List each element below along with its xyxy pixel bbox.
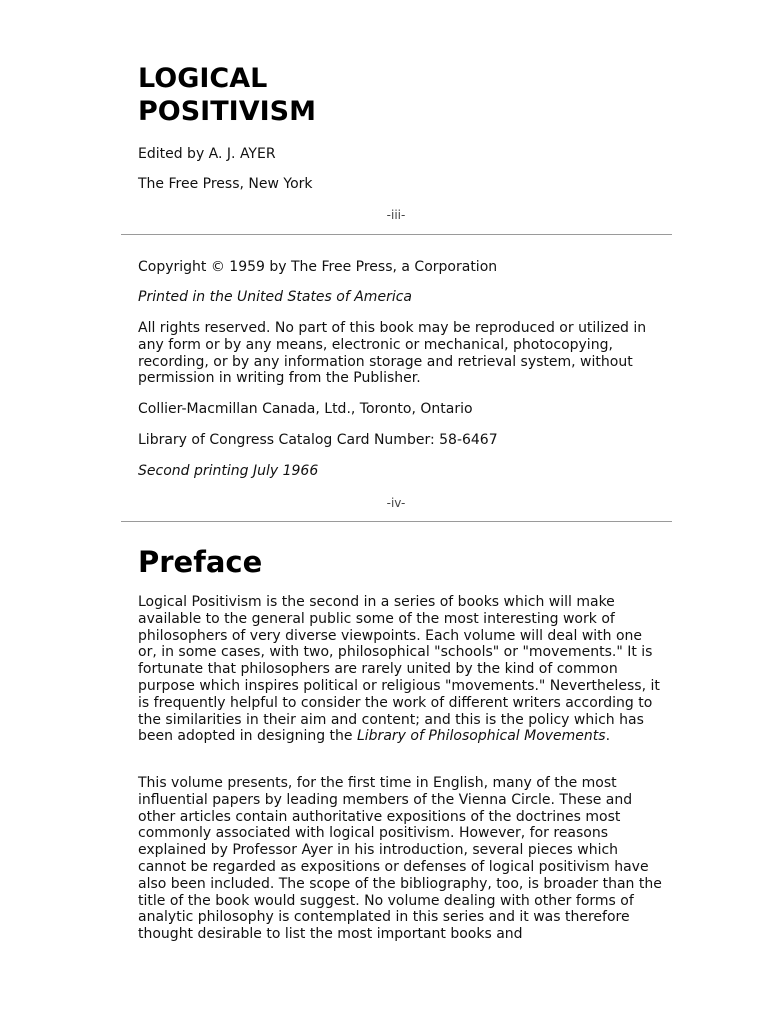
- page-divider: [121, 521, 672, 522]
- catalog-line: Library of Congress Catalog Card Number: 58-6467: [138, 432, 498, 448]
- page-number-iv: -iv-: [386, 496, 406, 510]
- preface-paragraph-1-end: .: [605, 728, 611, 745]
- preface-paragraph-1: [138, 594, 663, 745]
- book-title: [138, 62, 316, 128]
- preface-paragraph-1-text: Logical Positivism is the second in a series of books which will make available to the general public some of the most interesting work of philosophers of very diverse viewpoints. Each volume will deal with one or, in some cases, with two, philosophical "schools" or "movements." It is fortunate that philosophers are rarely united by the kind of common purpose which inspires political or religious "movements." Nevertheless, it is frequently helpful to consider the work of different writers according to the similarities in their aim and content; and this is the policy which has been adopted in designing the: [138, 594, 660, 745]
- preface-heading: Preface: [138, 545, 263, 579]
- page-number-iii: -iii-: [386, 208, 406, 222]
- preface-paragraph-2: This volume presents, for the first time in English, many of the most influential papers by leading members of the Vienna Circle. These and other articles contain authoritative expositions of the doctrines most commonly associated with logical positivism. However, for reasons explained by Professor Ayer in his introduction, several pieces which cannot be regarded as expositions or defenses of logical positivism have also been included. The scope of the bibliography, too, is broader than the title of the book would suggest. No volume dealing with other forms of analytic philosophy is contemplated in this series and it was therefore thought desirable to list the most important books and: [138, 775, 662, 943]
- canada-line: Collier-Macmillan Canada, Ltd., Toronto, Ontario: [138, 401, 473, 417]
- second-printing-line: Second printing July 1966: [138, 463, 319, 479]
- rights-paragraph: All rights reserved. No part of this book may be reproduced or utilized in any form or by any means, electronic or mechanical, photocopying, recording, or by any information storage and retrieval system, without permission in writing from the Publisher.: [138, 320, 647, 387]
- printed-line: Printed in the United States of America: [138, 289, 412, 305]
- book-title-line-1: LOGICAL: [138, 63, 268, 94]
- series-title: Library of Philosophical Movements: [356, 728, 606, 745]
- copyright-line: Copyright © 1959 by The Free Press, a Corporation: [138, 259, 498, 275]
- book-title-line-2: POSITIVISM: [138, 96, 316, 127]
- editor-line: Edited by A. J. AYER: [138, 146, 276, 162]
- publisher-line: The Free Press, New York: [138, 176, 313, 192]
- page-divider: [121, 234, 672, 235]
